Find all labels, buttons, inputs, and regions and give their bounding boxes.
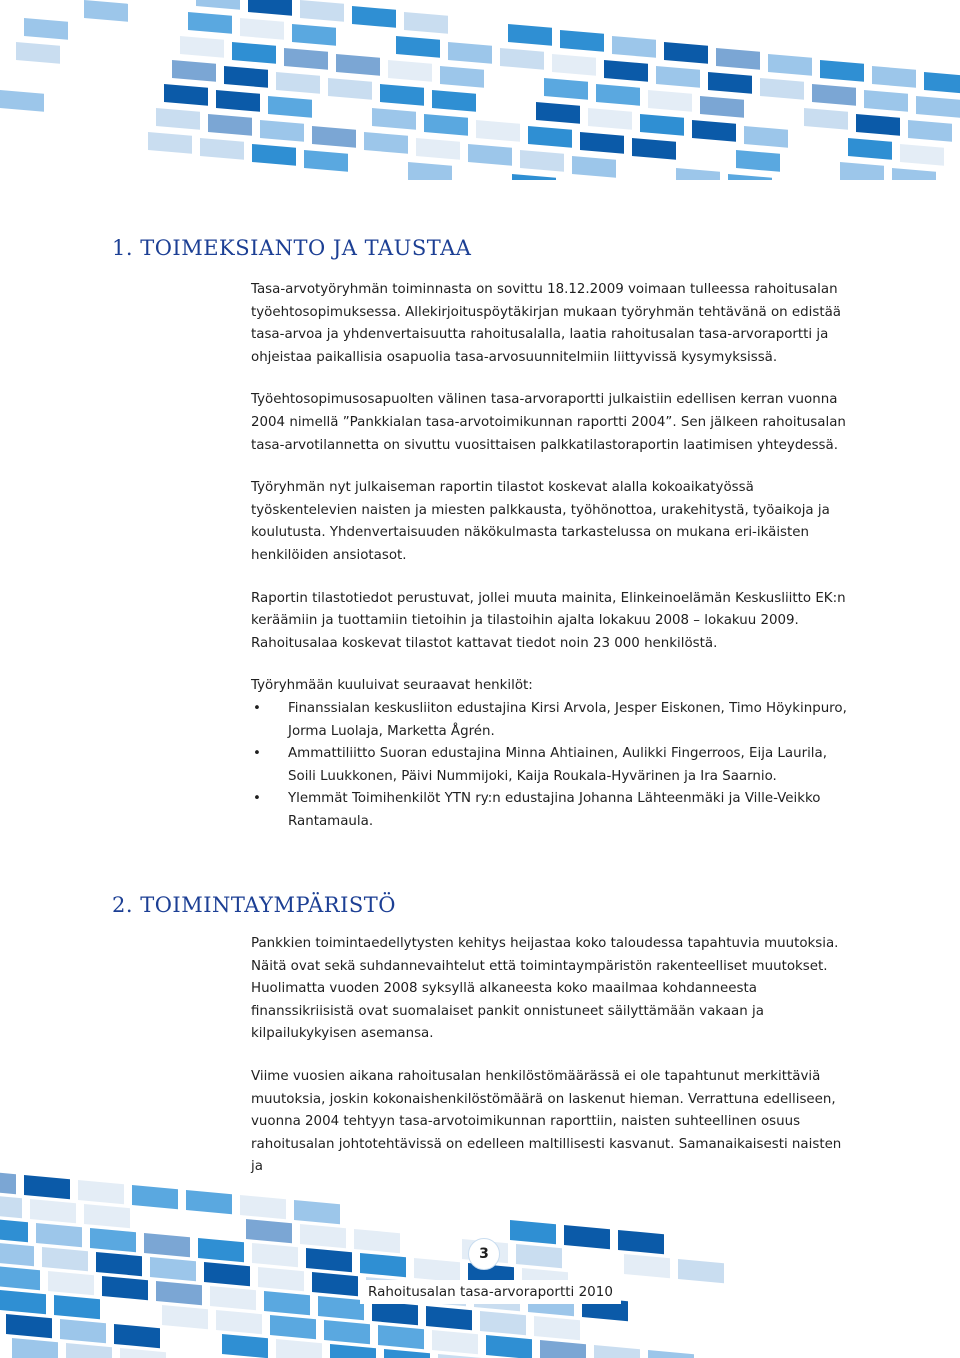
decorative-tile	[30, 1199, 76, 1223]
decorative-tile	[820, 60, 864, 82]
decorative-tile	[624, 1254, 670, 1278]
list-item	[251, 743, 851, 788]
decorative-tile	[536, 102, 580, 124]
footer-report-title: Rahoitusalan tasa-arvoraportti 2010	[360, 1280, 621, 1304]
decorative-tile	[132, 1185, 178, 1209]
decorative-tile	[648, 90, 692, 112]
decorative-tile	[908, 120, 952, 142]
decorative-tile	[360, 1253, 406, 1277]
decorative-tile	[396, 36, 440, 58]
decorative-tile	[388, 60, 432, 82]
decorative-tile	[656, 66, 700, 88]
decorative-tile	[222, 1334, 268, 1358]
decorative-tile	[692, 120, 736, 142]
decorative-tile	[210, 1286, 256, 1310]
decorative-tile	[0, 1170, 16, 1194]
decorative-tile	[572, 156, 616, 178]
decorative-tile	[252, 1243, 298, 1267]
decorative-tile	[812, 84, 856, 106]
decorative-tile	[540, 1340, 586, 1358]
decorative-tile	[196, 0, 240, 10]
decorative-tile	[84, 1204, 130, 1228]
decorative-tile	[534, 1316, 580, 1340]
decorative-tile	[476, 120, 520, 142]
decorative-tile	[848, 138, 892, 160]
decorative-tile	[270, 1315, 316, 1339]
decorative-tile	[528, 126, 572, 148]
decorative-tile	[384, 1349, 430, 1358]
decorative-tile	[258, 1267, 304, 1291]
decorative-tile	[486, 1335, 532, 1358]
decorative-tile	[716, 48, 760, 70]
paragraph: Pankkien toimintaedellytysten kehitys heijastaa koko taloudessa tapahtuvia muutoksia. Näitä ovat sekä suhdannevaihtelut että toimintaympäristön rakenteelliset muutokset. Huolimatta vuoden 2008 syksyllä alkaneesta koko maailmaa kohdanneesta finanssikriisistä ovat suomalaiset pankit onnistuneet säilyttämään vakaan ja kilpailukykyisen asemansa.	[251, 936, 839, 1042]
decorative-tile	[480, 1311, 526, 1335]
decorative-tile	[114, 1324, 160, 1348]
decorative-tile	[664, 42, 708, 64]
top-tile-graphic	[0, 0, 960, 180]
decorative-tile	[640, 114, 684, 136]
decorative-tile	[66, 1343, 112, 1358]
list-item	[251, 698, 851, 743]
decorative-tile	[632, 138, 676, 160]
decorative-tile	[580, 132, 624, 154]
page-number: 3	[468, 1238, 500, 1270]
decorative-tile	[404, 12, 448, 34]
decorative-tile	[180, 36, 224, 58]
list-item-text: Finanssialan keskusliiton edustajina Kirsi Arvola, Jesper Eiskonen, Timo Höykinpuro, Jorma Luolaja, Marketta Ågrén.	[288, 700, 847, 739]
decorative-tile	[364, 132, 408, 154]
decorative-tile	[330, 1344, 376, 1358]
decorative-tile	[0, 1290, 46, 1314]
decorative-tile	[156, 108, 200, 130]
decorative-tile	[12, 1338, 58, 1358]
section-2-heading: 2. TOIMINTAYMPÄRISTÖ	[112, 893, 397, 917]
bullet-icon: •	[253, 791, 261, 807]
decorative-tile	[84, 0, 128, 22]
decorative-tile	[268, 96, 312, 118]
decorative-tile	[804, 108, 848, 130]
decorative-tile	[676, 168, 720, 180]
decorative-tile	[54, 1295, 100, 1319]
paragraph: Raportin tilastotiedot perustuvat, jollei muuta mainita, Elinkeinoelämän Keskusliitto EK:n keräämiin ja tuottamiin tietoihin ja tilastoihin ajalta lokakuu 2008 – lokakuu 2009. Rahoitusalaa koskevat tilastot kattavat tiedot noin 23 000 henkilöstä.	[251, 590, 846, 651]
decorative-tile	[0, 1194, 22, 1218]
decorative-tile	[162, 1305, 208, 1329]
decorative-tile	[900, 144, 944, 166]
decorative-tile	[306, 1248, 352, 1272]
decorative-tile	[432, 90, 476, 112]
decorative-tile	[248, 0, 292, 16]
decorative-tile	[924, 72, 960, 94]
decorative-tile	[300, 0, 344, 22]
decorative-tile	[414, 1258, 460, 1282]
decorative-tile	[232, 42, 276, 64]
decorative-tile	[594, 1345, 640, 1358]
decorative-tile	[700, 96, 744, 118]
bullet-icon: •	[253, 746, 261, 762]
decorative-tile	[78, 1180, 124, 1204]
decorative-tile	[354, 1229, 400, 1253]
decorative-tile	[744, 126, 788, 148]
decorative-tile	[872, 66, 916, 88]
decorative-tile	[916, 96, 960, 118]
paragraph: Viime vuosien aikana rahoitusalan henkilöstömäärässä ei ole tapahtunut merkittäviä muutoksia, joskin kokonaishenkilöstömäärä on laskenut hieman. Verrattuna edelliseen, vuonna 2004 tehtyyn tasa-arvotoimikunnan raporttiin, naisten suhteellinen osuus rahoitusalan johtotehtävissä on edelleen maltillisesti kasvanut. Samanaikaisesti naisten ja	[251, 1068, 842, 1175]
decorative-tile	[708, 72, 752, 94]
decorative-tile	[432, 1330, 478, 1354]
decorative-tile	[520, 150, 564, 172]
decorative-tile	[728, 174, 772, 180]
decorative-tile	[156, 1281, 202, 1305]
decorative-tile	[48, 1271, 94, 1295]
decorative-tile	[276, 1339, 322, 1358]
decorative-tile	[0, 1218, 28, 1242]
decorative-tile	[172, 60, 216, 82]
decorative-tile	[678, 1259, 724, 1283]
decorative-tile	[596, 84, 640, 106]
decorative-tile	[60, 1319, 106, 1343]
decorative-tile	[0, 1242, 34, 1266]
paragraph: Tasa-arvotyöryhmän toiminnasta on sovittu 18.12.2009 voimaan tulleessa rahoitusalan työehtosopimuksessa. Allekirjoituspöytäkirjan mukaan työryhmän tehtävänä on edistää tasa-arvoa ja yhdenvertaisuutta rahoitusalalla, laatia rahoitusalan tasa-arvoraportti ja ohjeistaa paikallisia osapuolia tasa-arvosuunnitelmiin liittyvissä kysymyksissä.	[251, 282, 842, 365]
decorative-tile	[324, 1320, 370, 1344]
decorative-tile	[552, 54, 596, 76]
decorative-tile	[892, 168, 936, 180]
decorative-tile	[16, 42, 60, 64]
decorative-tile	[510, 1220, 556, 1244]
decorative-tile	[0, 90, 44, 112]
decorative-tile	[736, 150, 780, 172]
section-1-body	[251, 279, 851, 833]
section-1-heading: 1. TOIMEKSIANTO JA TAUSTAA	[112, 236, 472, 260]
decorative-tile	[204, 1262, 250, 1286]
list-item-text: Ammattiliitto Suoran edustajina Minna Ahtiainen, Aulikki Fingerroos, Eija Laurila, Soili Luukkonen, Päivi Nummijoki, Kaija Roukala-Hyvärinen ja Ira Saarnio.	[288, 746, 827, 784]
decorative-tile	[148, 132, 192, 154]
decorative-tile	[300, 1224, 346, 1248]
decorative-tile	[508, 24, 552, 46]
decorative-tile	[144, 1233, 190, 1257]
decorative-tile	[164, 84, 208, 106]
decorative-tile	[864, 90, 908, 112]
decorative-tile	[240, 1195, 286, 1219]
decorative-tile	[648, 1350, 694, 1358]
decorative-tile	[208, 114, 252, 136]
decorative-tile	[24, 18, 68, 40]
decorative-tile	[276, 72, 320, 94]
members-intro: Työryhmään kuuluivat seuraavat henkilöt:	[251, 678, 533, 694]
decorative-tile	[42, 1247, 88, 1271]
decorative-tile	[372, 108, 416, 130]
decorative-tile	[328, 78, 372, 100]
decorative-tile	[380, 84, 424, 106]
decorative-tile	[186, 1190, 232, 1214]
decorative-tile	[840, 162, 884, 180]
decorative-tile	[618, 1230, 664, 1254]
decorative-tile	[560, 30, 604, 52]
decorative-tile	[240, 18, 284, 40]
decorative-tile	[200, 138, 244, 160]
decorative-tile	[372, 1301, 418, 1325]
decorative-tile	[198, 1238, 244, 1262]
decorative-tile	[604, 60, 648, 82]
bullet-icon: •	[253, 700, 261, 716]
decorative-tile	[500, 48, 544, 70]
decorative-tile	[448, 42, 492, 64]
paragraph: Työehtosopimusosapuolten välinen tasa-arvoraportti julkaistiin edellisen kerran vuonna 2004 nimellä ”Pankkialan tasa-arvotoimikunnan raportti 2004”. Sen jälkeen rahoitusalan tasa-arvotilannetta on sivuttu vuosittaisen palkkatilastoraportin laatimisen yhteydessä.	[251, 392, 846, 453]
decorative-tile	[312, 126, 356, 148]
decorative-tile	[378, 1325, 424, 1349]
decorative-tile	[188, 12, 232, 34]
decorative-tile	[6, 1314, 52, 1338]
top-decorative-tile-pattern	[0, 0, 960, 180]
decorative-tile	[292, 24, 336, 46]
decorative-tile	[408, 162, 452, 180]
list-item	[251, 788, 851, 833]
decorative-tile	[36, 1223, 82, 1247]
decorative-tile	[416, 138, 460, 160]
paragraph: Työryhmän nyt julkaiseman raportin tilastot koskevat alalla kokoaikatyössä työskentelevien naisten ja miesten palkkausta, työhönottoa, urakehitystä, työaikoja ja koulutusta. Yhdenvertaisuuden näkökulmasta tarkastelussa on mukana eri-ikäisten henkilöiden ansiotasot.	[251, 480, 830, 563]
decorative-tile	[468, 144, 512, 166]
decorative-tile	[516, 1244, 562, 1268]
decorative-tile	[856, 114, 900, 136]
decorative-tile	[24, 1175, 70, 1199]
members-list	[251, 698, 851, 834]
decorative-tile	[426, 1306, 472, 1330]
decorative-tile	[284, 48, 328, 70]
decorative-tile	[120, 1348, 166, 1358]
decorative-tile	[96, 1252, 142, 1276]
decorative-tile	[0, 1266, 40, 1290]
decorative-tile	[512, 174, 556, 180]
list-item-text: Ylemmät Toimihenkilöt YTN ry:n edustajina Johanna Lähteenmäki ja Ville-Veikko Rantamaula.	[288, 791, 821, 829]
decorative-tile	[252, 144, 296, 166]
decorative-tile	[318, 1296, 364, 1320]
decorative-tile	[588, 108, 632, 130]
decorative-tile	[224, 66, 268, 88]
decorative-tile	[564, 1225, 610, 1249]
decorative-tile	[440, 66, 484, 88]
decorative-tile	[612, 36, 656, 58]
decorative-tile	[304, 150, 348, 172]
decorative-tile	[216, 90, 260, 112]
decorative-tile	[336, 54, 380, 76]
decorative-tile	[424, 114, 468, 136]
decorative-tile	[102, 1276, 148, 1300]
decorative-tile	[312, 1272, 358, 1296]
decorative-tile	[544, 78, 588, 100]
decorative-tile	[216, 1310, 262, 1334]
decorative-tile	[260, 120, 304, 142]
decorative-tile	[294, 1200, 340, 1224]
decorative-tile	[438, 1354, 484, 1358]
decorative-tile	[352, 6, 396, 28]
decorative-tile	[246, 1219, 292, 1243]
decorative-tile	[768, 54, 812, 76]
decorative-tile	[760, 78, 804, 100]
decorative-tile	[264, 1291, 310, 1315]
decorative-tile	[150, 1257, 196, 1281]
decorative-tile	[90, 1228, 136, 1252]
